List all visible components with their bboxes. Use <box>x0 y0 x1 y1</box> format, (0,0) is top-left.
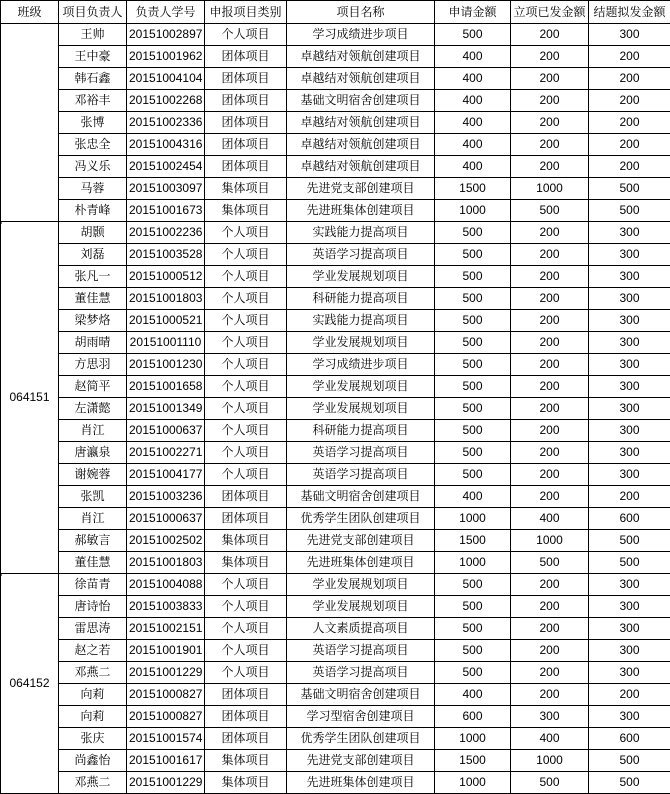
project-title-cell: 先进党支部创建项目 <box>287 530 435 552</box>
student-id-cell: 20151001962 <box>127 46 205 68</box>
student-id-cell: 20151003236 <box>127 486 205 508</box>
student-id-cell: 20151002502 <box>127 530 205 552</box>
table-row <box>1 398 670 420</box>
project-title-cell: 英语学习提高项目 <box>287 442 435 464</box>
apply-amount-cell: 500 <box>435 596 511 618</box>
project-title-cell: 先进班集体创建项目 <box>287 772 435 794</box>
table-row <box>1 178 670 200</box>
project-type-cell: 集体项目 <box>205 750 287 772</box>
table-row <box>1 728 670 750</box>
project-type-cell: 集体项目 <box>205 552 287 574</box>
owner-cell: 王中豪 <box>59 46 127 68</box>
student-id-cell: 20151003097 <box>127 178 205 200</box>
project-title-cell: 先进班集体创建项目 <box>287 200 435 222</box>
table-row <box>1 90 670 112</box>
project-type-cell: 个人项目 <box>205 376 287 398</box>
granted-amount-cell: 400 <box>511 728 589 750</box>
project-title-cell: 英语学习提高项目 <box>287 662 435 684</box>
project-type-cell: 集体项目 <box>205 178 287 200</box>
owner-cell: 董佳慧 <box>59 552 127 574</box>
student-id-cell: 20151001110 <box>127 332 205 354</box>
project-type-cell: 个人项目 <box>205 574 287 596</box>
table-row <box>1 750 670 772</box>
granted-amount-cell: 200 <box>511 90 589 112</box>
project-title-cell: 卓越结对领航创建项目 <box>287 134 435 156</box>
granted-amount-cell: 200 <box>511 684 589 706</box>
apply-amount-cell: 500 <box>435 222 511 244</box>
apply-amount-cell: 500 <box>435 244 511 266</box>
project-title-cell: 学业发展规划项目 <box>287 574 435 596</box>
final-amount-cell: 300 <box>589 442 670 464</box>
table-row <box>1 508 670 530</box>
column-header-class: 班级 <box>1 1 59 24</box>
granted-amount-cell: 200 <box>511 420 589 442</box>
owner-cell: 方思羽 <box>59 354 127 376</box>
project-type-cell: 个人项目 <box>205 398 287 420</box>
final-amount-cell: 600 <box>589 728 670 750</box>
owner-cell: 梁梦烙 <box>59 310 127 332</box>
final-amount-cell: 200 <box>589 156 670 178</box>
student-id-cell: 20151001230 <box>127 354 205 376</box>
student-id-cell: 20151000637 <box>127 508 205 530</box>
table-row <box>1 310 670 332</box>
project-title-cell: 学业发展规划项目 <box>287 332 435 354</box>
final-amount-cell: 300 <box>589 24 670 46</box>
column-header-student-id: 负责人学号 <box>127 1 205 24</box>
apply-amount-cell: 400 <box>435 68 511 90</box>
apply-amount-cell: 400 <box>435 134 511 156</box>
owner-cell: 左潇懿 <box>59 398 127 420</box>
final-amount-cell: 300 <box>589 662 670 684</box>
apply-amount-cell: 500 <box>435 618 511 640</box>
owner-cell: 向莉 <box>59 706 127 728</box>
apply-amount-cell: 500 <box>435 464 511 486</box>
owner-cell: 唐瀛泉 <box>59 442 127 464</box>
table-row <box>1 552 670 574</box>
final-amount-cell: 200 <box>589 486 670 508</box>
student-id-cell: 20151004316 <box>127 134 205 156</box>
table-row <box>1 354 670 376</box>
table-row <box>1 266 670 288</box>
project-title-cell: 英语学习提高项目 <box>287 244 435 266</box>
owner-cell: 邓裕丰 <box>59 90 127 112</box>
table-row <box>1 200 670 222</box>
student-id-cell: 20151000521 <box>127 310 205 332</box>
apply-amount-cell: 600 <box>435 706 511 728</box>
project-type-cell: 团体项目 <box>205 684 287 706</box>
final-amount-cell: 300 <box>589 464 670 486</box>
owner-cell: 肖江 <box>59 508 127 530</box>
student-id-cell: 20151001574 <box>127 728 205 750</box>
owner-cell: 谢婉蓉 <box>59 464 127 486</box>
granted-amount-cell: 200 <box>511 398 589 420</box>
project-type-cell: 团体项目 <box>205 156 287 178</box>
granted-amount-cell: 200 <box>511 310 589 332</box>
owner-cell: 胡雨晴 <box>59 332 127 354</box>
owner-cell: 徐苗青 <box>59 574 127 596</box>
project-title-cell: 优秀学生团队创建项目 <box>287 728 435 750</box>
student-id-cell: 20151003833 <box>127 596 205 618</box>
table-row <box>1 112 670 134</box>
granted-amount-cell: 200 <box>511 376 589 398</box>
apply-amount-cell: 1500 <box>435 530 511 552</box>
project-type-cell: 团体项目 <box>205 134 287 156</box>
student-id-cell: 20151000512 <box>127 266 205 288</box>
final-amount-cell: 300 <box>589 596 670 618</box>
table-row <box>1 530 670 552</box>
student-id-cell: 20151001617 <box>127 750 205 772</box>
final-amount-cell: 300 <box>589 244 670 266</box>
student-id-cell: 20151004177 <box>127 464 205 486</box>
granted-amount-cell: 200 <box>511 156 589 178</box>
final-amount-cell: 300 <box>589 618 670 640</box>
project-type-cell: 团体项目 <box>205 112 287 134</box>
student-id-cell: 20151004104 <box>127 68 205 90</box>
final-amount-cell: 500 <box>589 772 670 794</box>
granted-amount-cell: 200 <box>511 68 589 90</box>
granted-amount-cell: 1000 <box>511 178 589 200</box>
student-id-cell: 20151002271 <box>127 442 205 464</box>
project-type-cell: 个人项目 <box>205 332 287 354</box>
apply-amount-cell: 500 <box>435 24 511 46</box>
project-type-cell: 个人项目 <box>205 640 287 662</box>
final-amount-cell: 300 <box>589 574 670 596</box>
table-row <box>1 68 670 90</box>
project-type-cell: 团体项目 <box>205 90 287 112</box>
owner-cell: 张忠全 <box>59 134 127 156</box>
owner-cell: 张博 <box>59 112 127 134</box>
final-amount-cell: 500 <box>589 530 670 552</box>
final-amount-cell: 300 <box>589 332 670 354</box>
apply-amount-cell: 500 <box>435 640 511 662</box>
project-type-cell: 个人项目 <box>205 618 287 640</box>
granted-amount-cell: 200 <box>511 46 589 68</box>
student-id-cell: 20151001658 <box>127 376 205 398</box>
table-row <box>1 772 670 794</box>
table-row <box>1 596 670 618</box>
table-row <box>1 662 670 684</box>
apply-amount-cell: 400 <box>435 156 511 178</box>
final-amount-cell: 300 <box>589 354 670 376</box>
project-type-cell: 个人项目 <box>205 354 287 376</box>
final-amount-cell: 500 <box>589 200 670 222</box>
apply-amount-cell: 500 <box>435 398 511 420</box>
project-title-cell: 学业发展规划项目 <box>287 376 435 398</box>
student-id-cell: 20151001229 <box>127 772 205 794</box>
owner-cell: 刘磊 <box>59 244 127 266</box>
apply-amount-cell: 500 <box>435 420 511 442</box>
project-type-cell: 个人项目 <box>205 420 287 442</box>
apply-amount-cell: 1500 <box>435 750 511 772</box>
table-row <box>1 46 670 68</box>
student-id-cell: 20151002454 <box>127 156 205 178</box>
project-title-cell: 卓越结对领航创建项目 <box>287 68 435 90</box>
project-title-cell: 科研能力提高项目 <box>287 288 435 310</box>
column-header-owner: 项目负责人 <box>59 1 127 24</box>
final-amount-cell: 300 <box>589 376 670 398</box>
project-title-cell: 先进党支部创建项目 <box>287 750 435 772</box>
student-id-cell: 20151001901 <box>127 640 205 662</box>
table-row <box>1 420 670 442</box>
project-title-cell: 学习成绩进步项目 <box>287 24 435 46</box>
granted-amount-cell: 200 <box>511 112 589 134</box>
owner-cell: 赵之若 <box>59 640 127 662</box>
project-type-cell: 团体项目 <box>205 728 287 750</box>
granted-amount-cell: 200 <box>511 662 589 684</box>
final-amount-cell: 200 <box>589 68 670 90</box>
project-type-cell: 个人项目 <box>205 596 287 618</box>
owner-cell: 王帅 <box>59 24 127 46</box>
granted-amount-cell: 1000 <box>511 750 589 772</box>
project-title-cell: 先进党支部创建项目 <box>287 178 435 200</box>
column-header-project-title: 项目名称 <box>287 1 435 24</box>
owner-cell: 朴青峰 <box>59 200 127 222</box>
project-title-cell: 基础文明宿舍创建项目 <box>287 684 435 706</box>
project-title-cell: 英语学习提高项目 <box>287 464 435 486</box>
project-title-cell: 优秀学生团队创建项目 <box>287 508 435 530</box>
table-row <box>1 684 670 706</box>
project-title-cell: 学习成绩进步项目 <box>287 354 435 376</box>
final-amount-cell: 200 <box>589 46 670 68</box>
project-title-cell: 学业发展规划项目 <box>287 398 435 420</box>
final-amount-cell: 600 <box>589 508 670 530</box>
granted-amount-cell: 200 <box>511 464 589 486</box>
final-amount-cell: 300 <box>589 288 670 310</box>
final-amount-cell: 300 <box>589 420 670 442</box>
apply-amount-cell: 500 <box>435 354 511 376</box>
apply-amount-cell: 400 <box>435 46 511 68</box>
granted-amount-cell: 200 <box>511 134 589 156</box>
final-amount-cell: 200 <box>589 112 670 134</box>
table-row <box>1 640 670 662</box>
project-type-cell: 集体项目 <box>205 530 287 552</box>
student-id-cell: 20151001803 <box>127 552 205 574</box>
granted-amount-cell: 200 <box>511 24 589 46</box>
project-type-cell: 团体项目 <box>205 706 287 728</box>
owner-cell: 胡颢 <box>59 222 127 244</box>
owner-cell: 张凯 <box>59 486 127 508</box>
project-type-cell: 个人项目 <box>205 442 287 464</box>
class-group-cell: 064152 <box>1 574 59 794</box>
student-id-cell: 20151001349 <box>127 398 205 420</box>
student-id-cell: 20151002151 <box>127 618 205 640</box>
table-row <box>1 24 670 46</box>
final-amount-cell: 200 <box>589 684 670 706</box>
project-type-cell: 个人项目 <box>205 222 287 244</box>
final-amount-cell: 300 <box>589 222 670 244</box>
apply-amount-cell: 500 <box>435 376 511 398</box>
student-id-cell: 20151001803 <box>127 288 205 310</box>
project-type-cell: 集体项目 <box>205 200 287 222</box>
project-title-cell: 基础文明宿舍创建项目 <box>287 486 435 508</box>
student-id-cell: 20151002336 <box>127 112 205 134</box>
student-id-cell: 20151002897 <box>127 24 205 46</box>
granted-amount-cell: 300 <box>511 706 589 728</box>
table-row <box>1 442 670 464</box>
project-type-cell: 个人项目 <box>205 288 287 310</box>
final-amount-cell: 200 <box>589 90 670 112</box>
apply-amount-cell: 400 <box>435 90 511 112</box>
class-group-cell <box>1 24 59 222</box>
final-amount-cell: 300 <box>589 640 670 662</box>
final-amount-cell: 200 <box>589 134 670 156</box>
final-amount-cell: 300 <box>589 706 670 728</box>
granted-amount-cell: 400 <box>511 508 589 530</box>
owner-cell: 邓燕二 <box>59 662 127 684</box>
student-id-cell: 20151002236 <box>127 222 205 244</box>
owner-cell: 雷思涛 <box>59 618 127 640</box>
student-id-cell: 20151001673 <box>127 200 205 222</box>
apply-amount-cell: 500 <box>435 310 511 332</box>
owner-cell: 邓燕二 <box>59 772 127 794</box>
table-row <box>1 156 670 178</box>
apply-amount-cell: 500 <box>435 332 511 354</box>
class-group-cell: 064151 <box>1 222 59 574</box>
project-type-cell: 个人项目 <box>205 244 287 266</box>
table-row <box>1 332 670 354</box>
table-row <box>1 376 670 398</box>
granted-amount-cell: 1000 <box>511 530 589 552</box>
owner-cell: 向莉 <box>59 684 127 706</box>
project-type-cell: 个人项目 <box>205 24 287 46</box>
table-row <box>1 244 670 266</box>
apply-amount-cell: 1000 <box>435 200 511 222</box>
owner-cell: 郝敏言 <box>59 530 127 552</box>
project-type-cell: 团体项目 <box>205 68 287 90</box>
apply-amount-cell: 400 <box>435 112 511 134</box>
student-id-cell: 20151000637 <box>127 420 205 442</box>
project-title-cell: 实践能力提高项目 <box>287 310 435 332</box>
project-title-cell: 先进班集体创建项目 <box>287 552 435 574</box>
apply-amount-cell: 1000 <box>435 728 511 750</box>
owner-cell: 唐诗怡 <box>59 596 127 618</box>
granted-amount-cell: 500 <box>511 200 589 222</box>
granted-amount-cell: 500 <box>511 552 589 574</box>
student-id-cell: 20151000827 <box>127 684 205 706</box>
owner-cell: 董佳慧 <box>59 288 127 310</box>
project-title-cell: 英语学习提高项目 <box>287 640 435 662</box>
owner-cell: 张凡一 <box>59 266 127 288</box>
project-title-cell: 人文素质提高项目 <box>287 618 435 640</box>
apply-amount-cell: 1500 <box>435 178 511 200</box>
student-id-cell: 20151003528 <box>127 244 205 266</box>
apply-amount-cell: 500 <box>435 662 511 684</box>
table-row <box>1 134 670 156</box>
table-header-row <box>1 1 670 24</box>
project-title-cell: 学习型宿舍创建项目 <box>287 706 435 728</box>
final-amount-cell: 500 <box>589 750 670 772</box>
project-title-cell: 实践能力提高项目 <box>287 222 435 244</box>
final-amount-cell: 300 <box>589 310 670 332</box>
column-header-project-type: 申报项目类别 <box>205 1 287 24</box>
owner-cell: 赵简平 <box>59 376 127 398</box>
table-row <box>1 618 670 640</box>
table-row <box>1 222 670 244</box>
project-title-cell: 卓越结对领航创建项目 <box>287 46 435 68</box>
granted-amount-cell: 200 <box>511 288 589 310</box>
final-amount-cell: 500 <box>589 552 670 574</box>
owner-cell: 肖江 <box>59 420 127 442</box>
project-title-cell: 学业发展规划项目 <box>287 596 435 618</box>
granted-amount-cell: 200 <box>511 618 589 640</box>
granted-amount-cell: 500 <box>511 772 589 794</box>
apply-amount-cell: 1000 <box>435 772 511 794</box>
project-title-cell: 科研能力提高项目 <box>287 420 435 442</box>
apply-amount-cell: 500 <box>435 442 511 464</box>
table-row <box>1 574 670 596</box>
apply-amount-cell: 1000 <box>435 552 511 574</box>
granted-amount-cell: 200 <box>511 486 589 508</box>
apply-amount-cell: 400 <box>435 486 511 508</box>
project-title-cell: 学业发展规划项目 <box>287 266 435 288</box>
project-type-cell: 团体项目 <box>205 46 287 68</box>
final-amount-cell: 300 <box>589 266 670 288</box>
project-type-cell: 个人项目 <box>205 310 287 332</box>
project-type-cell: 个人项目 <box>205 266 287 288</box>
student-id-cell: 20151004088 <box>127 574 205 596</box>
table-row <box>1 706 670 728</box>
column-header-granted-amount: 立项已发金额 <box>511 1 589 24</box>
granted-amount-cell: 200 <box>511 332 589 354</box>
owner-cell: 冯义乐 <box>59 156 127 178</box>
project-title-cell: 卓越结对领航创建项目 <box>287 156 435 178</box>
project-type-cell: 集体项目 <box>205 772 287 794</box>
project-type-cell: 个人项目 <box>205 662 287 684</box>
granted-amount-cell: 200 <box>511 266 589 288</box>
granted-amount-cell: 200 <box>511 640 589 662</box>
owner-cell: 张庆 <box>59 728 127 750</box>
student-id-cell: 20151002268 <box>127 90 205 112</box>
student-id-cell: 20151001229 <box>127 662 205 684</box>
project-title-cell: 基础文明宿舍创建项目 <box>287 90 435 112</box>
final-amount-cell: 500 <box>589 178 670 200</box>
table-row <box>1 288 670 310</box>
apply-amount-cell: 400 <box>435 684 511 706</box>
owner-cell: 马蓉 <box>59 178 127 200</box>
owner-cell: 韩石鑫 <box>59 68 127 90</box>
owner-cell: 尚鑫怡 <box>59 750 127 772</box>
table-row <box>1 464 670 486</box>
project-type-cell: 团体项目 <box>205 486 287 508</box>
granted-amount-cell: 200 <box>511 574 589 596</box>
apply-amount-cell: 500 <box>435 288 511 310</box>
column-header-apply-amount: 申请金额 <box>435 1 511 24</box>
granted-amount-cell: 200 <box>511 354 589 376</box>
student-id-cell: 20151000827 <box>127 706 205 728</box>
granted-amount-cell: 200 <box>511 244 589 266</box>
column-header-final-amount: 结题拟发金额 <box>589 1 670 24</box>
project-type-cell: 个人项目 <box>205 464 287 486</box>
project-type-cell: 团体项目 <box>205 508 287 530</box>
final-amount-cell: 300 <box>589 398 670 420</box>
apply-amount-cell: 1000 <box>435 508 511 530</box>
apply-amount-cell: 500 <box>435 266 511 288</box>
project-title-cell: 卓越结对领航创建项目 <box>287 112 435 134</box>
apply-amount-cell: 500 <box>435 574 511 596</box>
granted-amount-cell: 200 <box>511 442 589 464</box>
granted-amount-cell: 200 <box>511 222 589 244</box>
table-row <box>1 486 670 508</box>
granted-amount-cell: 200 <box>511 596 589 618</box>
